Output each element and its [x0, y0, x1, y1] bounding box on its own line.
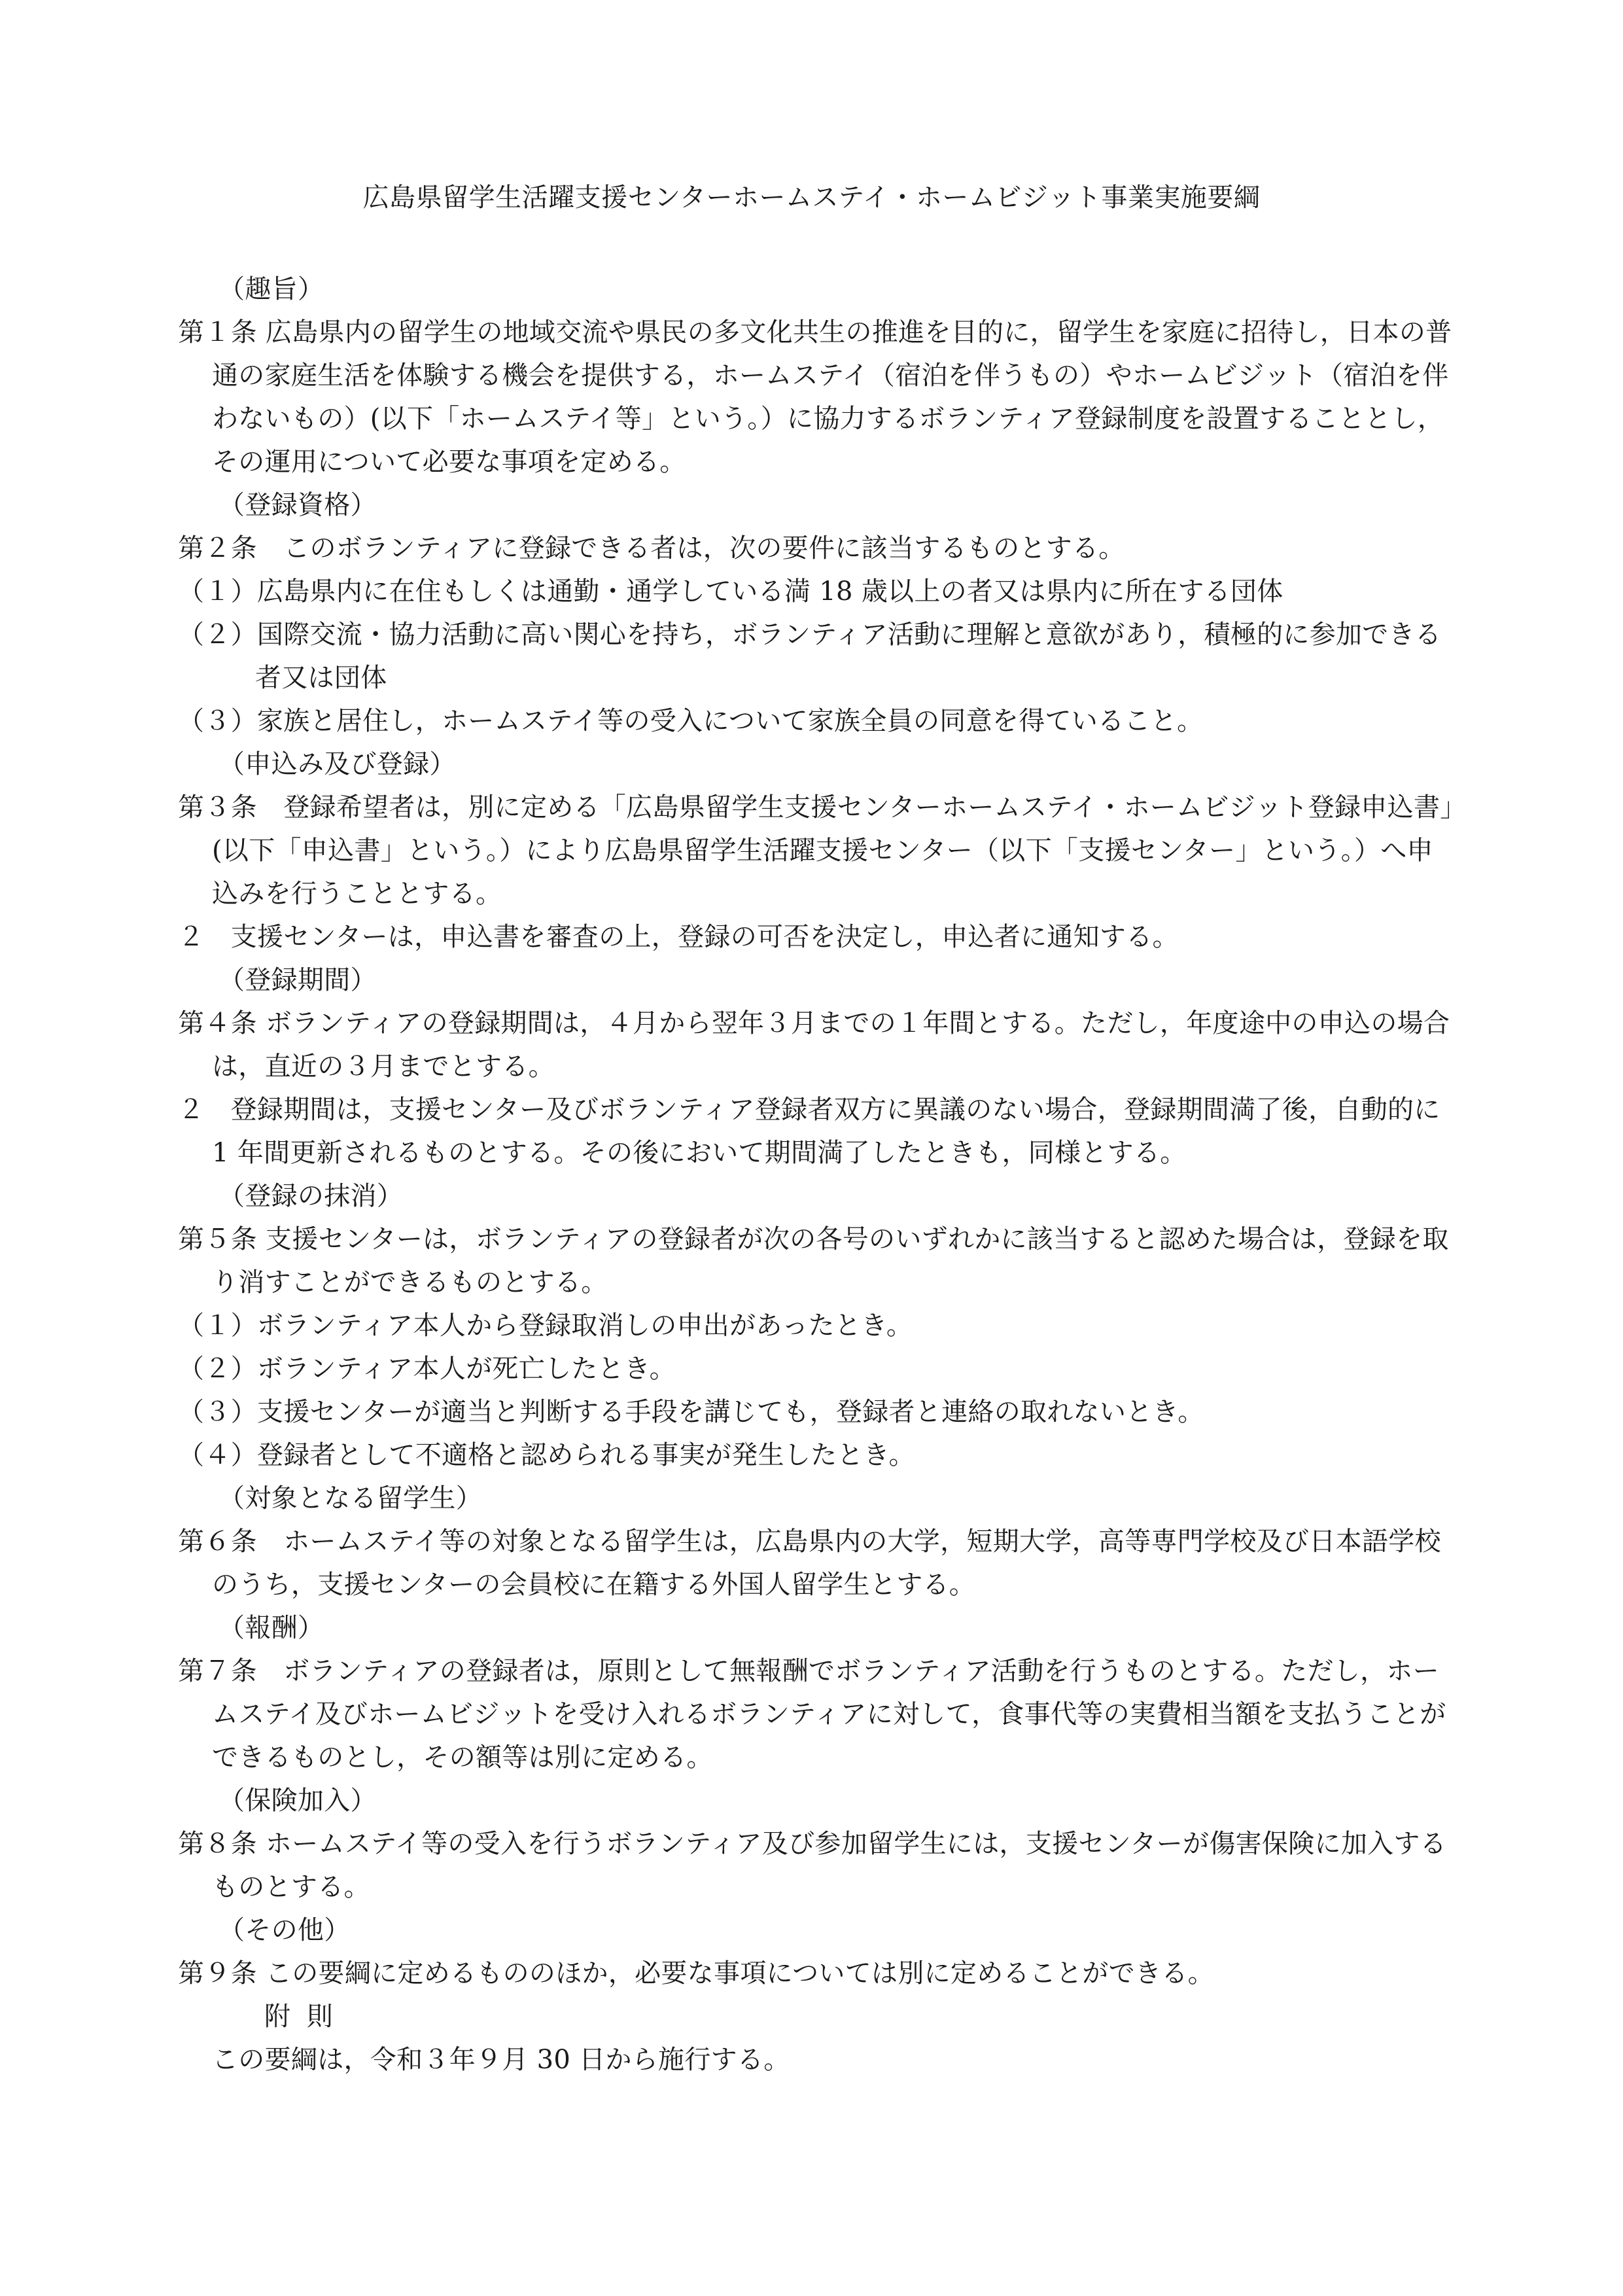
article-1: 第１条 広島県内の留学生の地域交流や県民の多文化共生の推進を目的に，留学生を家庭に招待し，日本の普通の家庭生活を体験する機会を提供する，ホームステイ（宿泊を伴うもの）やホームビジット（宿泊を伴わないもの）(以下「ホームステイ等」という。）に協力するボランティア登録制度を設置することとし，その運用について必要な事項を定める。 [178, 317, 1452, 477]
document-body [178, 268, 1455, 2081]
article-3: 第３条 登録希望者は，別に定める「広島県留学生支援センターホームステイ・ホームビジット登録申込書」(以下「申込書」という。）により広島県留学生活躍支援センター（以下「支援センター」という。）へ申込みを行うこととする。 [178, 792, 1454, 909]
section-heading-eligibility: （登録資格） [218, 490, 377, 520]
article-6: 第６条 ホームステイ等の対象となる留学生は，広島県内の大学，短期大学，高等専門学校及び日本語学校のうち，支援センターの会員校に在籍する外国人留学生とする。 [178, 1527, 1441, 1600]
article-5-item-2: （２）ボランティア本人が死亡したとき。 [178, 1354, 676, 1384]
article-5-item-1: （１）ボランティア本人から登録取消しの申出があったとき。 [178, 1311, 913, 1341]
article-9: 第９条 この要綱に定めるもののほか，必要な事項については別に定めることができる。 [178, 1958, 1214, 1988]
article-2-item-1: （１）広島県内に在住もしくは通勤・通学している満 18 歳以上の者又は県内に所在する団体 [178, 576, 1283, 607]
section-heading-cancellation: （登録の抹消） [218, 1181, 404, 1211]
article-5-item-4: （４）登録者として不適格と認められる事実が発生したとき。 [178, 1440, 915, 1470]
section-heading-period: （登録期間） [218, 965, 377, 995]
article-3-paragraph-2: ２ 支援センターは，申込書を審査の上，登録の可否を決定し，申込者に通知する。 [178, 922, 1179, 952]
article-2-item-2: （２）国際交流・協力活動に高い関心を持ち，ボランティア活動に理解と意欲があり，積極的に参加できる者又は団体 [178, 620, 1442, 693]
article-7: 第７条 ボランティアの登録者は，原則として無報酬でボランティア活動を行うものとする。ただし，ホームステイ及びホームビジットを受け入れるボランティアに対して，食事代等の実費相当額を支払うことができるものとし，その額等は別に定める。 [178, 1656, 1446, 1773]
section-heading-insurance: （保険加入） [218, 1786, 377, 1816]
article-4: 第４条 ボランティアの登録期間は，４月から翌年３月までの１年間とする。ただし，年度途中の申込の場合は，直近の３月までとする。 [178, 1008, 1450, 1082]
effective-date-statement: この要綱は，令和３年９月 30 日から施行する。 [212, 2045, 790, 2075]
supplementary-provisions-heading: 附 則 [264, 2002, 337, 2032]
article-2-item-3: （３）家族と居住し，ホームステイ等の受入について家族全員の同意を得ていること。 [178, 706, 1204, 736]
section-heading-application: （申込み及び登録） [218, 749, 456, 779]
article-8: 第８条 ホームステイ等の受入を行うボランティア及び参加留学生には，支援センターが傷害保険に加入するものとする。 [178, 1829, 1447, 1902]
article-5-item-3: （３）支援センターが適当と判断する手段を講じても，登録者と連絡の取れないとき。 [178, 1397, 1204, 1427]
article-5: 第５条 支援センターは，ボランティアの登録者が次の各号のいずれかに該当すると認めた場合は，登録を取り消すことができるものとする。 [178, 1224, 1449, 1298]
section-heading-other: （その他） [218, 1915, 351, 1945]
section-heading-purpose: （趣旨） [218, 274, 324, 304]
section-heading-students: （対象となる留学生） [218, 1483, 482, 1513]
article-2: 第２条 このボランティアに登録できる者は，次の要件に該当するものとする。 [178, 533, 1125, 563]
article-4-paragraph-2: ２ 登録期間は，支援センター及びボランティア登録者双方に異議のない場合，登録期間満了後，自動的に 1 年間更新されるものとする。その後において期間満了したときも，同様とする。 [178, 1095, 1440, 1168]
document-title: 広島県留学生活躍支援センターホームステイ・ホームビジット事業実施要綱 [362, 183, 1261, 213]
section-heading-remuneration: （報酬） [218, 1613, 324, 1643]
